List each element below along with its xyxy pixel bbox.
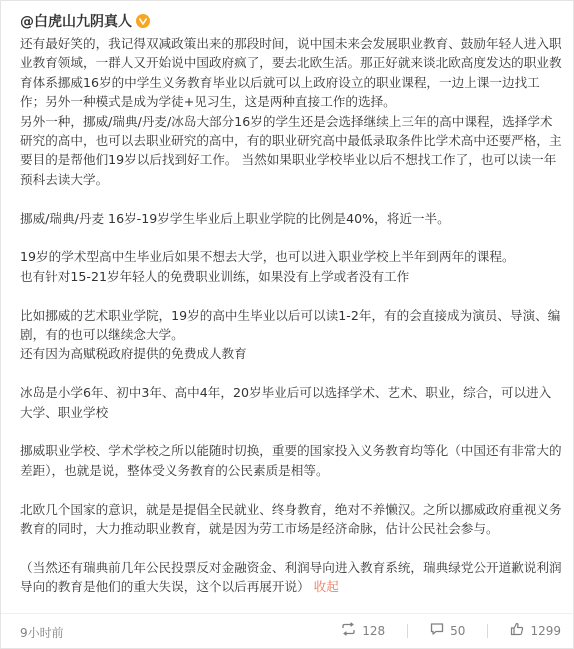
paragraph-1: 另外一种，挪威/瑞典/丹麦/冰岛大部分16岁的学生还是会选择继续上三年的高中课程，选择学术研究的高中，也可以去职业研究的高中，有的职业研究高中最低录取条件比学术高中还要严格，主要目的是帮他们19岁以后找到好工作。 当然如果职业学校毕业以后不想找工作了，也可以读一年预科去读大学。 xyxy=(20,113,562,187)
collapse-link[interactable]: 收起 xyxy=(313,579,339,595)
action-bar xyxy=(341,622,561,639)
comment-count: 50 xyxy=(450,623,466,638)
paragraph-6: 也有针对15-21岁年轻人的免费职业训练，如果没有上学或者没有工作 xyxy=(20,268,410,284)
paragraph-15: 北欧几个国家的意识，就是是提倡全民就业、终身教育，绝对不养懒汉。之所以挪威政府重视义务教育的同时，大力推动职业教育，就是因为劳工市场是经济命脉，估计公民社会参与。 xyxy=(20,501,562,537)
thumbs-up-icon xyxy=(510,622,524,639)
paragraph-17-text: （当然还有瑞典前几年公民投票反对金融资金、利润导向进入教育系统，瑞典绿党公开道歉说利润导向的教育是他们的重大失误，这个以后再展开说） xyxy=(20,559,562,595)
paragraph-gap xyxy=(20,422,563,441)
paragraph-13: 挪威职业学校、学术学校之所以能随时切换，重要的国家投入义务教育均等化（中国还有非常大的差距），也就是说，整体受义务教育的公民素质是相等。 xyxy=(20,443,562,478)
action-divider xyxy=(407,624,408,638)
paragraph-3: 挪威/瑞典/丹麦 16岁-19岁学生毕业后上职业学院的比例是40%，将近一半。 xyxy=(20,210,450,226)
repost-count: 128 xyxy=(362,623,386,638)
paragraph-17 xyxy=(20,558,563,597)
paragraph-9: 还有因为高赋税政府提供的免费成人教育 xyxy=(20,346,247,362)
comment-button[interactable] xyxy=(430,622,465,639)
paragraph-gap xyxy=(20,228,563,247)
action-divider xyxy=(487,624,488,638)
verified-badge-icon xyxy=(136,14,150,28)
like-button[interactable] xyxy=(510,622,561,639)
repost-button[interactable] xyxy=(341,622,385,639)
paragraph-gap xyxy=(20,189,563,208)
paragraph-gap xyxy=(20,286,563,305)
paragraph-8: 比如挪威的艺术职业学院，19岁的高中生毕业以后可以读1-2年，有的会直接成为演员、导演、编剧，有的也可以继续念大学。 xyxy=(20,307,561,343)
paragraph-0: 还有最好笑的，我记得双减政策出来的那段时间，说中国未来会发展职业教育、鼓励年轻人进入职业教育领域，一群人又开始说中国政府疯了，要去北欧生活。那正好就来谈北欧高度发达的职业教育体系挪威16岁的中学生义务教育毕业以后就可以上政府设立的职业课程，一边上课一边找工作；另外一种模式是成为学徒+见习生，这是两种直接工作的选择。 xyxy=(20,36,562,110)
post-footer xyxy=(1,613,573,649)
v-glyph xyxy=(138,16,148,26)
comment-icon xyxy=(430,622,444,639)
post-content xyxy=(20,34,563,597)
author-name[interactable]: @白虎山九阴真人 xyxy=(20,14,132,30)
paragraph-gap xyxy=(20,538,563,557)
repost-icon xyxy=(341,622,356,639)
paragraph-11: 冰岛是小学6年、初中3年、高中4年，20岁毕业后可以选择学术、艺术、职业，综合，可以进入大学、职业学校 xyxy=(20,385,552,420)
paragraph-5: 19岁的学术型高中生毕业后如果不想去大学，也可以进入职业学校上半年到两年的课程。 xyxy=(20,249,515,265)
paragraph-gap xyxy=(20,364,563,383)
post-header xyxy=(20,10,150,32)
paragraph-gap xyxy=(20,480,563,499)
post-time[interactable]: 9小时前 xyxy=(20,626,64,640)
like-count: 1299 xyxy=(530,623,561,638)
